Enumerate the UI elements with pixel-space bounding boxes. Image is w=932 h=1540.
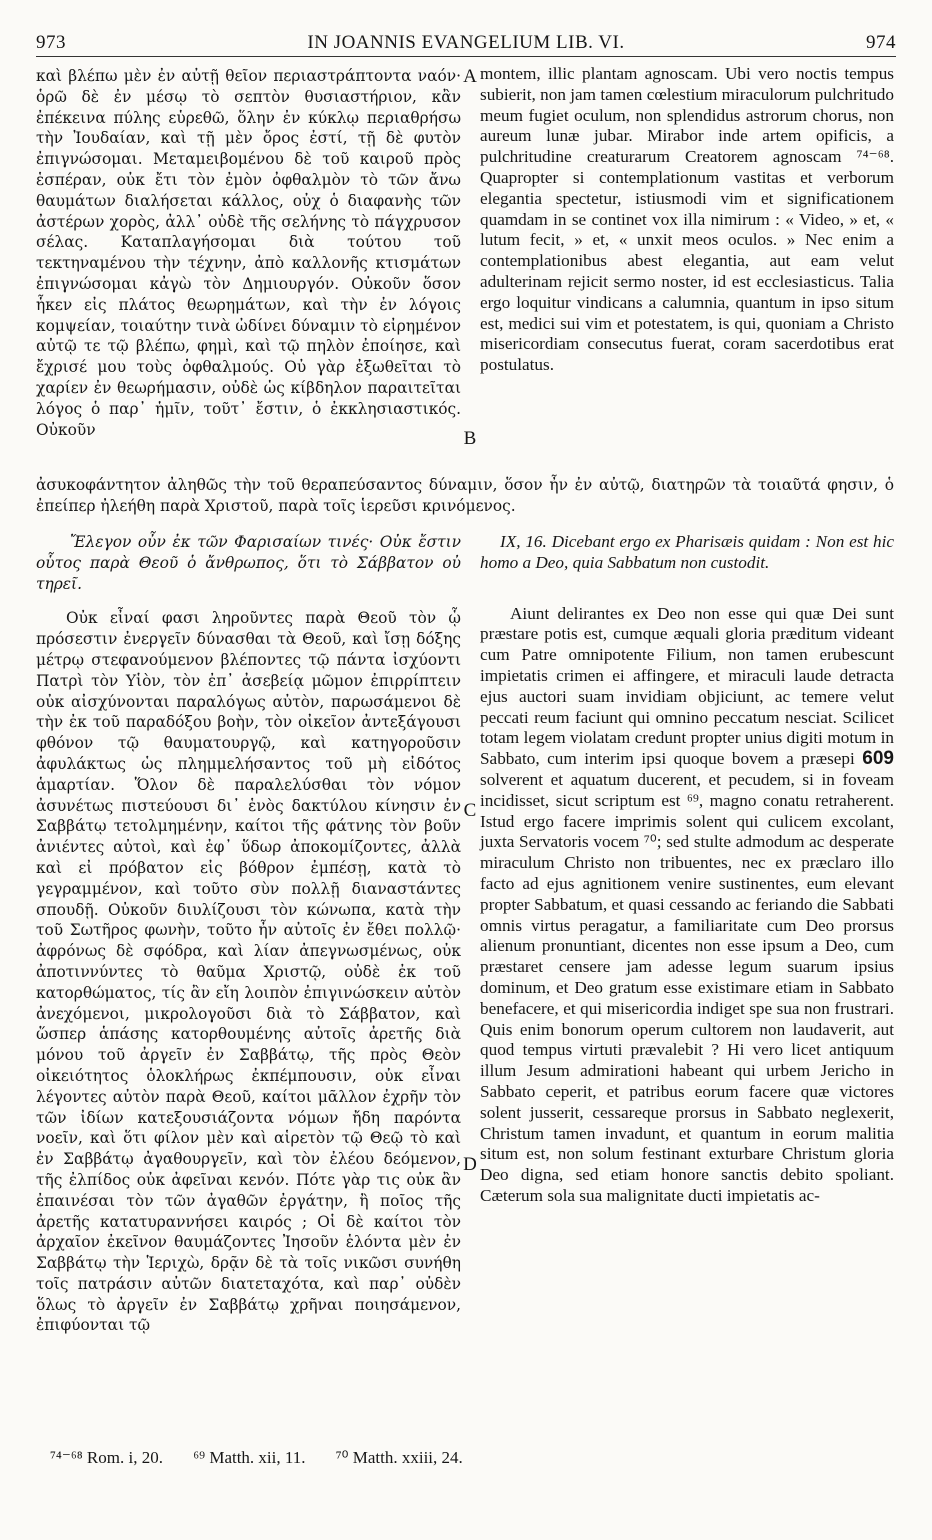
margin-marker-a: A <box>463 66 477 87</box>
latin-commentary-part-1: Aiunt delirantes ex Deo non esse qui quæ Dei sunt præstare potis est, cumque æquali gloria præditum videant cum Patre omnipotente Filium, non tamen erubescunt impietatis crimen ei affingere, et miraculi laude detracta ejus auctori suam invidiam objiciunt, ac temere velut peccati reum faciunt qui omnino peccatum nesciat. Scilicet totam legem violatam credunt propter unius digiti motum in Sabbato, cum interim ipsi quoque bovem a præsepi <box>480 603 894 769</box>
latin-lemma-heading: IX, 16. Dicebant ergo ex Pharisæis quidam : Non est hic homo a Deo, quia Sabbatum non custodit. <box>480 532 894 572</box>
latin-column-bottom <box>480 532 894 1207</box>
margin-marker-c: C <box>463 800 477 821</box>
greek-commentary: Οὐκ εἶναί φασι ληροῦντες παρὰ Θεοῦ τὸν ᾧ πρόσεστιν ἐνεργεῖν δύνασθαι τὰ Θεοῦ, καὶ ἴσῃ δόξης μέτρῳ στεφανούμενον βλέποντες τῷ πάντα ἰσχύοντι Πατρὶ τὸν Υἱὸν, τὸν ἐπ᾽ ἀσεβείᾳ μῶμον ἐπιρρίπτειν οὐκ αἰσχύνονται παραλόγως αὐτὸν, παρωσάμενοι δὲ τὴν ἐκ τοῦ παραδόξου βοὴν, τὸν οἰκεῖον ἀντεξάγουσι φθόνον τῷ θαυματουργῷ, καὶ κατηγοροῦσιν ἀφυλάκτως ὡς πλημμελήσαντος τοῦ μὴ εἰδότος ἁμαρτίαν. Ὅλον δὲ παραλελύσθαι τὸν νόμον ἀσυνέτως πιστεύουσι δι᾽ ἑνὸς δακτύλου κίνησιν ἐν Σαββάτῳ τετολμημένην, καίτοι τῆς φάτνης τὸν βοῦν ἀνιέντες αὐτοὶ, καὶ ἐφ᾽ ὕδωρ ἀποκομίζοντες, ἀλλὰ καὶ εἰ πρόβατον εἰς βόθρον ἐμπέσῃ, κατὰ τὸ γεγραμμένον, καὶ τοῦτο σὺν πολλῇ διαναστάντες σπουδῇ. Οὐκοῦν διυλίζουσι τὸν κώνωπα, κατὰ τὴν τοῦ Σωτῆρος φωνὴν, τοῦτο ἦν αὐτοῖς ἐν ἔθει πολλῷ· ἀφρόνως δὲ σφόδρα, καὶ λίαν ἀπεγνωσμένως, οὐκ ἀποτιννύντες τὸ θαῦμα Χριστῷ, οὐδὲ ἐκ τοῦ κατορθώματος, τίς ἂν εἴη λοιπὸν ἐπιγινώσκειν αὐτὸν ἀνεχόμενοι, μικρολογοῦσι διὰ τὸ Σάββατον, καὶ ὥσπερ ἁπάσης κατορθουμένης αὐτοῖς ἀρετῆς διὰ μόνου τοῦ ἀργεῖν ἐν Σαββάτῳ, τῆς πρὸς Θεὸν οἰκειότητος ὁλοκλήρως ἐκπέμπουσιν, οὐκ εἶναι λέγοντες αὐτὸν παρὰ Θεοῦ, καίτοι μᾶλλον ἐχρῆν τὸν τῶν ἰδίων κατεξουσιάζοντα νόμων ἤδη παρόντα νοεῖν, καὶ ὅτι φίλον μὲν καὶ αἱρετὸν τῷ Θεῷ τὸ καὶ ἐν Σαββάτῳ ἀγαθουργεῖν, καὶ τὸν ἐλέου δεόμενον, τῆς ἐλπίδος οὐκ ἀφεῖναι κενόν. Πότε γὰρ τις οὐκ ἂν ἐπαινέσαι τὸν τῶν ἀγαθῶν ἐργάτην, ἢ ποῖος τῆς ἀρετῆς κατατυραννήσει καιρός ; Οἱ δὲ καίτοι τὸν ἀρχαῖον ἐκεῖνον θαυμάζοντες Ἰησοῦν ἑλόντα μὲν ἐν Σαββάτῳ τὴν Ἱεριχὼ, δρᾷν δὲ τὰ τοῖς νικῶσι συνήθη τοῖς πατράσιν αὐτῶν διατεταχότα, καὶ παρ᾽ οὐδὲν ὅλως τὸ ἀργεῖν ἐν Σαββάτῳ χρῆναι ποιησάμενον, ἐπιφύονται τῷ <box>36 609 461 1335</box>
footnote: ⁷⁴⁻⁶⁸ Rom. i, 20. <box>50 1448 163 1467</box>
latin-commentary-part-2: solverent et aquatum ducerent, et pecudem, si in foveam incidisset, sicut scriptum est ⁶⁹, magno conatu retraherent. Istud ergo facere imprimis solent qui culicem excolant, juxta Servatoris vocem ⁷⁰; sed stulte admodum ac desperate miraculum Christo non tribuentes, nec ex præclaro illo facto ad ejus agnitionem venire sustinentes, eum elevant propter Sabbatum, et quasi cessando ac feriando die Sabbati omnis virtus peragatur, a familiaritate cum Deo prorsus alienum pronuntiant, dicentes non esse ipsum a Deo, cum præstaret censere jam adesse legum suarum ipsius dominum, et Deo gratum esse existimare etiam in Sabbato benefacere, et qui misericordia indiget spe sua non frustrari. Quis enim bonorum operum cultorem non laudaverit, aut quod tempus virtuti prævalebit ? Hi vero licet antiquum illum Jesum admirationi habeant qui urbem Jericho in Sabbato ceperit, et patribus eorum facere quæ victores solent jusserit, cessareque prorsus in Sabbato neglexerit, Christum tamen invadunt, et quantum in eorum malitia situm est, non solum festinant exturbare Christum gloria Deo digna, sed etiam honore sanctis debito spoliant. Cæterum sola sua malignitate ducti impietatis ac- <box>480 769 894 1205</box>
greek-column-bottom <box>36 532 461 1336</box>
latin-paragraph: montem, illic plantam agnoscam. Ubi vero noctis tempus subierit, non jam tamen cœlestium miraculorum pulchritudo meum fugiet oculum, non splendidus astrorum chorus, non aureum lunæ jubar. Mirabor inde artem opificis, a pulchritudine creaturarum Creatorem agnoscam ⁷⁴⁻⁶⁸. Quapropter si contemplationum vastitas et verborum elegantia spectetur, istiusmodi vim et significationem quamdam in se continet vox illa nimirum : « Video, » et, « lutum fecit, » et, « unxit meos oculos. » Nec enim a contemplationibus abest elegantia, aut eam velut adulterinam rejicit sermo noster, id est ecclesiasticus. Talia ergo loquitur vindicans a calumnia, quantum in ipso situm est, medici sui vim et potestatem, is qui, quoniam a Christo misericordiam consecutus fuerat, coram sacerdotibus erat postulatus. <box>480 64 894 375</box>
greek-column-top <box>36 66 461 440</box>
greek-full-width-text: ἀσυκοφάντητον ἀληθῶς τὴν τοῦ θεραπεύσαντος δύναμιν, ὅσον ἦν ἐν αὐτῷ, διατηρῶν τὰ τοιαῦτά φησιν, ὁ ἐπείπερ ἠλεήθη παρὰ Χριστοῦ, παρὰ τοῖς ἱερεῦσι κρινόμενος. <box>36 476 894 515</box>
greek-lemma-heading: Ἔλεγον οὖν ἐκ τῶν Φαρισαίων τινές· Οὐκ ἔστιν οὗτος παρὰ Θεοῦ ὁ ἄνθρωπος, ὅτι τὸ Σάββατον οὐ τηρεῖ. <box>36 533 461 593</box>
running-header <box>36 30 896 57</box>
greek-paragraph: καὶ βλέπω μὲν ἐν αὐτῇ θεῖον περιαστράπτοντα ναόν· ὁρῶ δὲ ἐν μέσῳ τὸ σεπτὸν θυσιαστήριον, κἂν ἐπέκεινα πύλης εὑρεθῶ, ὅλην ἐν κύκλῳ περιαθρήσω τὴν Ἰουδαίαν, καὶ τῇ μὲν ὄρος ἐστί, τῇ δὲ φυτὸν ἐπιγνώσομαι. Μεταμειβομένου δὲ τοῦ καιροῦ πρὸς ἑσπέραν, οὐκ ἔτι τὸν ἐμὸν ὀφθαλμὸν τὸ τῶν ἄνω θαυμάτων διαλήσεται κάλλος, οὐχ ὁ διαφανὴς τῶν ἀστέρων χορὸς, ἀλλ᾽ οὐδὲ τῆς σελήνης τὸ πάγχρυσον σέλας. Καταπλαγήσομαι διὰ τούτου τοῦ τεκτηναμένου τὴν τέχνην, ἀπὸ καλλονῆς κτισμάτων ἐπιγνώσομαι κἀγὼ τὸν Δημιουργόν. Οὐκοῦν ὅσον ἧκεν εἰς πλάτος θεωρημάτων, καὶ τὴν ἐν λόγοις κομψείαν, τοιαύτην τινὰ ὠδίνει δύναμιν τὸ εἰρημένον αὐτῷ τε τῷ βλέπω, φημὶ, καὶ τῷ πηλὸν ἐποίησε, καὶ ἔχρισέ μου τοὺς ὀφθαλμούς. Οὐ γὰρ ἐξωθεῖται τὸ χαρίεν ἐν θεωρήμασιν, οὐδὲ ὡς κίβδηλον παραιτεῖται λόγος ὁ παρ᾽ ἡμῖν, τοῦτ᾽ ἔστιν, ὁ ἐκκλησιαστικός. Οὐκοῦν <box>36 67 461 439</box>
margin-marker-b: B <box>463 428 477 449</box>
running-title: IN JOANNIS EVANGELIUM LIB. VI. <box>307 32 625 53</box>
latin-commentary <box>480 604 894 1207</box>
latin-column-top <box>480 64 894 376</box>
page-number-right: 974 <box>866 32 896 53</box>
footnote: ⁶⁹ Matth. xii, 11. <box>193 1448 306 1467</box>
margin-marker-d: D <box>463 1154 477 1175</box>
page-number-left: 973 <box>36 32 66 53</box>
greek-full-width-line <box>36 475 894 517</box>
footnotes <box>36 1448 896 1468</box>
footnote: ⁷⁰ Matth. xxiii, 24. <box>335 1448 463 1467</box>
column-number: 609 <box>862 748 894 770</box>
